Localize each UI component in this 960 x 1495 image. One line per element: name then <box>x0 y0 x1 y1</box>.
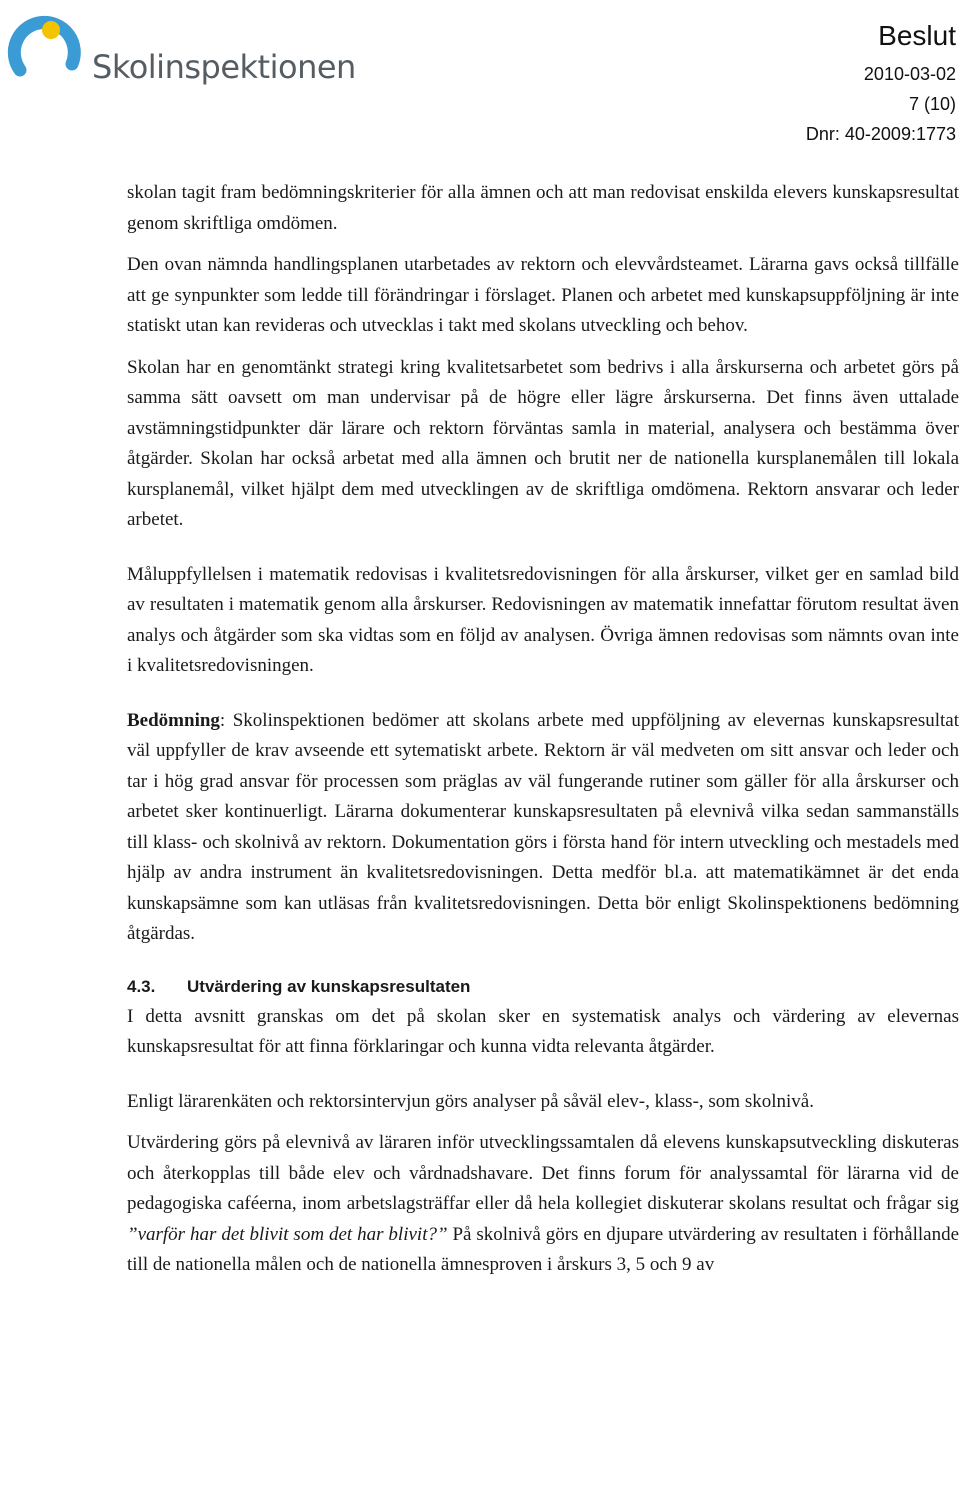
assessment-label: Bedömning <box>127 709 220 731</box>
page-number: 7 (10) <box>908 94 956 114</box>
paragraph-2: Den ovan nämnda handlingsplanen utarbetades av rektorn och elevvårdsteamet. Lärarna gavs också tillfälle att ge synpunkter som ledde till förändringar i förslaget. Planen och arbetet med kunskapsuppföljning är inte statiskt utan kan revideras och utvecklas i takt med skolans utveckling och behov. <box>127 254 959 336</box>
logo-mark-icon <box>6 8 90 92</box>
skolinspektionen-logo <box>6 8 356 88</box>
section-number: 4.3. <box>127 976 156 996</box>
section-title: Utvärdering av kunskapsresultaten <box>187 976 471 996</box>
paragraph-8-end: På skolnivå görs en djupare utvärdering av resultaten i förhållande till de nationella målen och de nationella ämnesproven i årskurs 3, 5 och 9 av <box>127 1223 960 1275</box>
assessment-text: : Skolinspektionen bedömer att skolans arbete med uppföljning av elevernas kunskapsresultat väl uppfyller de krav avseende ett sytematiskt arbete. Rektorn är väl medveten om sitt ansvar och leder och tar i hög grad ansvar för processen som präglas av väl fungerande rutiner som gäller för alla årskurser och arbetet sker kontinuerligt. Lärarna dokumenterar kunskapsresultaten på elevnivå vilka sedan sammanställs till klass- och skolnivå av rektorn. Dokumentation görs i första hand för intern utveckling och mestadels med hjälp av andra instrument än kvalitetsredovisningen. Detta medför bl.a. att matematikämnet är det enda kunskapsämne som kan utläsas från kvalitetsredovisningen. Detta bör enligt Skolinspektionens bedömning åtgärdas. <box>127 709 959 944</box>
document-type: Beslut <box>878 20 956 51</box>
paragraph-4: Måluppfyllelsen i matematik redovisas i kvalitetsredovisningen för alla årskurser, vilket ger en samlad bild av resultaten i matematik genom alla årskurser. Redovisningen av matematik innefattar förutom resultat även analys och åtgärder som ska vidtas som en följd av analysen. Övriga ämnen redovisas som nämnts ovan inte i kvalitetsredovisningen. <box>127 563 959 676</box>
paragraph-8-start: Utvärdering görs på elevnivå av läraren inför utvecklingssamtalen då elevens kunskapsutveckling diskuteras och återkopplas till både elev och vårdnadshavare. Det finns forum för analyssamtal för lärarna vid de pedagogiska caféerna, inom arbetslagsträffar eller då hela kollegiet diskuterar skolans resultat och frågar sig <box>127 1132 959 1214</box>
paragraph-7: Enligt lärarenkäten och rektorsintervjun görs analyser på såväl elev-, klass-, som skolnivå. <box>127 1090 814 1112</box>
document-date: 2010-03-02 <box>863 64 956 84</box>
paragraph-6: I detta avsnitt granskas om det på skolan sker en systematisk analys och värdering av elevernas kunskapsresultat för att finna förklaringar och kunna vidta relevanta åtgärder. <box>127 1005 959 1057</box>
paragraph-3: Skolan har en genomtänkt strategi kring kvalitetsarbetet som bedrivs i alla årskurserna och arbetet görs på samma sätt oavsett om man undervisar på de högre eller lägre årskurserna. Det finns även uttalade avstämningstidpunkter där lärare och rektorn förväntas samla in material, analysera och bestämma över åtgärder. Skolan har också arbetat med alla ämnen och brutit ner de nationella kursplanemålen till lokala kursplanemål, vilket hjälpt dem med utvecklingen av de skriftliga omdömena. Rektorn ansvarar och leder arbetet. <box>127 356 959 530</box>
paragraph-1: skolan tagit fram bedömningskriterier för alla ämnen och att man redovisat enskilda elevers kunskapsresultat genom skriftliga omdömen. <box>127 182 959 234</box>
diary-number: Dnr: 40-2009:1773 <box>805 124 956 144</box>
assessment-paragraph <box>127 706 959 950</box>
logo-text: Skolinspektionen <box>92 48 356 86</box>
section-heading <box>127 972 959 1002</box>
paragraph-8 <box>127 1128 959 1281</box>
document-body <box>127 178 959 1281</box>
quote-text: ”varför har det blivit som det har blivit?” <box>127 1223 448 1245</box>
